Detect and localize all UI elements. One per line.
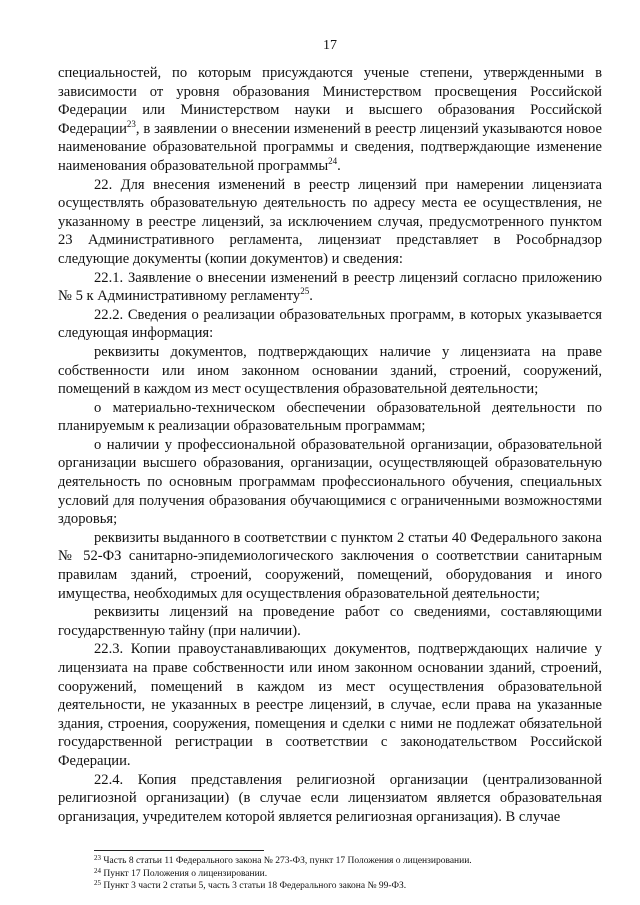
list-item: реквизиты лицензий на проведение работ со сведениями, составляющими государственную тайну (при наличии).	[58, 604, 602, 639]
footnote-ref-25: 25	[300, 286, 310, 297]
list-item: о наличии у профессиональной образовательной организации, образовательной организации высшего образования, организации, осуществляющей образовательную деятельность по основным программам профессионального обучения, специальных условий для получения образования обучающимися с ограниченными возможностями здоровья;	[58, 436, 602, 528]
paragraph-22-3: 22.3. Копии правоустанавливающих документов, подтверждающих наличие у лицензиата на праве собственности или ином законном основании зданий, строений, сооружений, помещений в каждом из мест осуществления образовательной деятельности, не указанных в реестре лицензий, в случае, если права на указанные здания, строения, сооружения, помещения и сделки с ними не подлежат обязательной государственной регистрации в соответствии с законодательством Российской Федерации.	[58, 641, 602, 769]
footnote-ref-23: 23	[126, 118, 136, 129]
footnote-25: $^{25}$ Пункт 3 части 2 статьи 5, часть 3 статьи 18 Федерального закона № 99-ФЗ.	[94, 879, 407, 892]
list-item: реквизиты выданного в соответствии с пунктом 2 статьи 40 Федерального закона № 52-ФЗ санитарно-эпидемиологического заключения о соответствии санитарным правилам зданий, строений, сооружений, помещений, оборудования и иного имущества, необходимых для осуществления образовательной деятельности;	[58, 529, 602, 602]
paragraph-22-1: 22.1. Заявление о внесении изменений в реестр лицензий согласно приложению № 5 к Административному регламенту$^{25}$.	[58, 269, 602, 305]
body-text	[58, 64, 602, 826]
paragraph-continuation: специальностей, по которым присуждаются ученые степени, утвержденными в зависимости от уровня образования Министерством просвещения Российской Федерации или Министерством науки и высшего образования Российской Федерации$^{23}$, в заявлении о внесении изменений в реестр лицензий указываются новое наименование образовательной программы и сведения, подтверждающие изменение наименования образовательной программы$^{24}$.	[58, 65, 602, 174]
paragraph-22-4: 22.4. Копия представления религиозной организации (централизованной религиозной организации) (в случае если лицензиатом является образовательная организация, учредителем которой является религиозная организация). В случае	[58, 771, 602, 825]
footnote-ref-24: 24	[328, 155, 338, 166]
page-number: 17	[323, 38, 337, 53]
footnote-divider	[94, 850, 264, 851]
list-item: о материально-техническом обеспечении образовательной деятельности по планируемым к реализации образовательным программам;	[58, 399, 602, 435]
paragraph-22-2: 22.2. Сведения о реализации образовательных программ, в которых указывается следующая информация:	[58, 306, 602, 342]
footnotes	[58, 855, 602, 893]
footnote-23: $^{23}$ Часть 8 статьи 11 Федерального закона № 273-ФЗ, пункт 17 Положения о лицензировании.	[94, 854, 472, 867]
paragraph-22: 22. Для внесения изменений в реестр лицензий при намерении лицензиата осуществлять образовательную деятельность по адресу места ее осуществления, не указанному в реестре лицензий, за исключением случая, предусмотренного пунктом 23 Административного регламента, лицензиат представляет в Рособрнадзор следующие документы (копии документов) и сведения:	[58, 176, 602, 267]
list-item: реквизиты документов, подтверждающих наличие у лицензиата на праве собственности или ином законном основании зданий, строений, сооружений, помещений в каждом из мест осуществления образовательной деятельности;	[58, 343, 602, 398]
footnote-24: $^{24}$ Пункт 17 Положения о лицензировании.	[94, 866, 268, 879]
